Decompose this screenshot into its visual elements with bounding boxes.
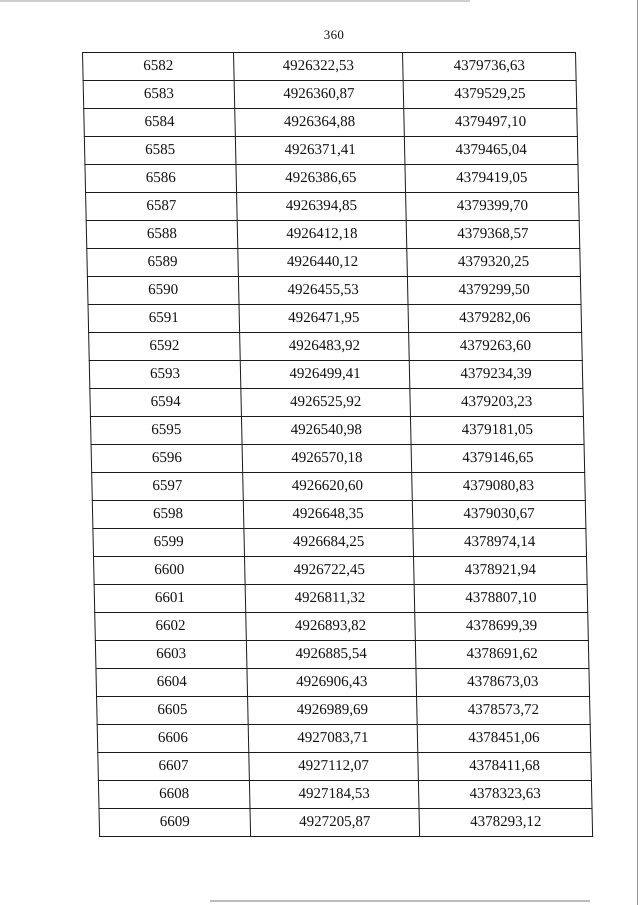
point-number-cell: 6593	[89, 361, 241, 389]
y-coordinate-cell: 4379181,05	[410, 417, 584, 445]
point-number-cell: 6597	[92, 473, 244, 501]
table-row	[89, 333, 583, 361]
x-coordinate-cell: 4926386,65	[236, 165, 406, 193]
y-coordinate-cell: 4379146,65	[411, 445, 585, 473]
point-number-cell: 6601	[94, 585, 246, 613]
y-coordinate-cell: 4379529,25	[403, 81, 577, 109]
x-coordinate-cell: 4926893,82	[246, 613, 416, 641]
point-number-cell: 6594	[90, 389, 242, 417]
y-coordinate-cell: 4379419,05	[405, 165, 579, 193]
y-coordinate-cell: 4379497,10	[404, 109, 578, 137]
x-coordinate-cell: 4926471,95	[239, 305, 409, 333]
point-number-cell: 6600	[94, 557, 246, 585]
x-coordinate-cell: 4926440,12	[238, 249, 408, 277]
scan-edge-right	[637, 0, 638, 905]
x-coordinate-cell: 4927184,53	[249, 781, 419, 809]
table-row	[95, 641, 589, 669]
x-coordinate-cell: 4926394,85	[237, 193, 407, 221]
x-coordinate-cell: 4927205,87	[250, 809, 420, 837]
x-coordinate-cell: 4927083,71	[248, 725, 418, 753]
y-coordinate-cell: 4378573,72	[417, 697, 591, 725]
point-number-cell: 6608	[98, 781, 250, 809]
coordinates-table-body	[83, 53, 593, 837]
y-coordinate-cell: 4379736,63	[403, 53, 577, 81]
table-row	[85, 165, 579, 193]
y-coordinate-cell: 4378293,12	[419, 809, 593, 837]
y-coordinate-cell: 4379030,67	[412, 501, 586, 529]
point-number-cell: 6595	[90, 417, 242, 445]
x-coordinate-cell: 4926499,41	[240, 361, 410, 389]
y-coordinate-cell: 4379203,23	[410, 389, 584, 417]
table-row	[86, 193, 580, 221]
table-row	[97, 725, 591, 753]
y-coordinate-cell: 4379299,50	[407, 277, 581, 305]
y-coordinate-cell: 4379234,39	[409, 361, 583, 389]
point-number-cell: 6584	[84, 109, 236, 137]
y-coordinate-cell: 4378699,39	[415, 613, 589, 641]
table-row	[87, 249, 581, 277]
point-number-cell: 6588	[86, 221, 238, 249]
y-coordinate-cell: 4378807,10	[414, 585, 588, 613]
x-coordinate-cell: 4926412,18	[237, 221, 407, 249]
scan-edge-top	[0, 0, 470, 2]
y-coordinate-cell: 4378323,63	[418, 781, 592, 809]
x-coordinate-cell: 4926483,92	[240, 333, 410, 361]
table-row	[94, 557, 588, 585]
point-number-cell: 6607	[98, 753, 250, 781]
table-row	[92, 501, 586, 529]
x-coordinate-cell: 4926811,32	[245, 585, 415, 613]
table-row	[93, 529, 587, 557]
y-coordinate-cell: 4378411,68	[418, 753, 592, 781]
page-number: 360	[323, 27, 345, 42]
x-coordinate-cell: 4926364,88	[235, 109, 405, 137]
table-row	[98, 753, 592, 781]
x-coordinate-cell: 4926722,45	[245, 557, 415, 585]
table-row	[99, 809, 593, 837]
table-row	[90, 389, 584, 417]
x-coordinate-cell: 4926620,60	[243, 473, 413, 501]
point-number-cell: 6599	[93, 529, 245, 557]
point-number-cell: 6586	[85, 165, 237, 193]
table-row	[90, 417, 584, 445]
table-row	[86, 221, 580, 249]
scan-edge-bottom	[210, 900, 590, 902]
x-coordinate-cell: 4926371,41	[235, 137, 405, 165]
table-row	[88, 305, 582, 333]
point-number-cell: 6590	[87, 277, 239, 305]
table-row	[96, 669, 590, 697]
y-coordinate-cell: 4378691,62	[415, 641, 589, 669]
point-number-cell: 6604	[96, 669, 248, 697]
table-row	[83, 81, 577, 109]
point-number-cell: 6602	[95, 613, 247, 641]
y-coordinate-cell: 4379080,83	[412, 473, 586, 501]
table-row	[84, 109, 578, 137]
x-coordinate-cell: 4926885,54	[246, 641, 416, 669]
table-row	[98, 781, 592, 809]
point-number-cell: 6606	[97, 725, 249, 753]
x-coordinate-cell: 4926525,92	[241, 389, 411, 417]
table-row	[95, 613, 589, 641]
point-number-cell: 6592	[89, 333, 241, 361]
table-row	[97, 697, 591, 725]
point-number-cell: 6582	[83, 53, 235, 81]
y-coordinate-cell: 4379399,70	[406, 193, 580, 221]
point-number-cell: 6585	[84, 137, 236, 165]
point-number-cell: 6598	[92, 501, 244, 529]
table-row	[84, 137, 578, 165]
y-coordinate-cell: 4379282,06	[408, 305, 582, 333]
point-number-cell: 6603	[95, 641, 247, 669]
x-coordinate-cell: 4927112,07	[249, 753, 419, 781]
table-row	[87, 277, 581, 305]
x-coordinate-cell: 4926648,35	[243, 501, 413, 529]
table-row	[83, 53, 577, 81]
x-coordinate-cell: 4926322,53	[234, 53, 404, 81]
table-row	[94, 585, 588, 613]
table-row	[89, 361, 583, 389]
point-number-cell: 6609	[99, 809, 251, 837]
point-number-cell: 6589	[87, 249, 239, 277]
y-coordinate-cell: 4378974,14	[413, 529, 587, 557]
coordinates-table	[82, 52, 593, 837]
x-coordinate-cell: 4926906,43	[247, 669, 417, 697]
point-number-cell: 6587	[86, 193, 238, 221]
point-number-cell: 6605	[97, 697, 249, 725]
point-number-cell: 6583	[83, 81, 235, 109]
point-number-cell: 6591	[88, 305, 240, 333]
y-coordinate-cell: 4378673,03	[416, 669, 590, 697]
point-number-cell: 6596	[91, 445, 243, 473]
table-row	[92, 473, 586, 501]
y-coordinate-cell: 4379263,60	[409, 333, 583, 361]
y-coordinate-cell: 4378921,94	[414, 557, 588, 585]
x-coordinate-cell: 4926684,25	[244, 529, 414, 557]
x-coordinate-cell: 4926570,18	[242, 445, 412, 473]
x-coordinate-cell: 4926989,69	[248, 697, 418, 725]
y-coordinate-cell: 4379465,04	[404, 137, 578, 165]
table-row	[91, 445, 585, 473]
y-coordinate-cell: 4379320,25	[407, 249, 581, 277]
y-coordinate-cell: 4379368,57	[406, 221, 580, 249]
x-coordinate-cell: 4926455,53	[238, 277, 408, 305]
y-coordinate-cell: 4378451,06	[417, 725, 591, 753]
x-coordinate-cell: 4926360,87	[234, 81, 404, 109]
x-coordinate-cell: 4926540,98	[241, 417, 411, 445]
